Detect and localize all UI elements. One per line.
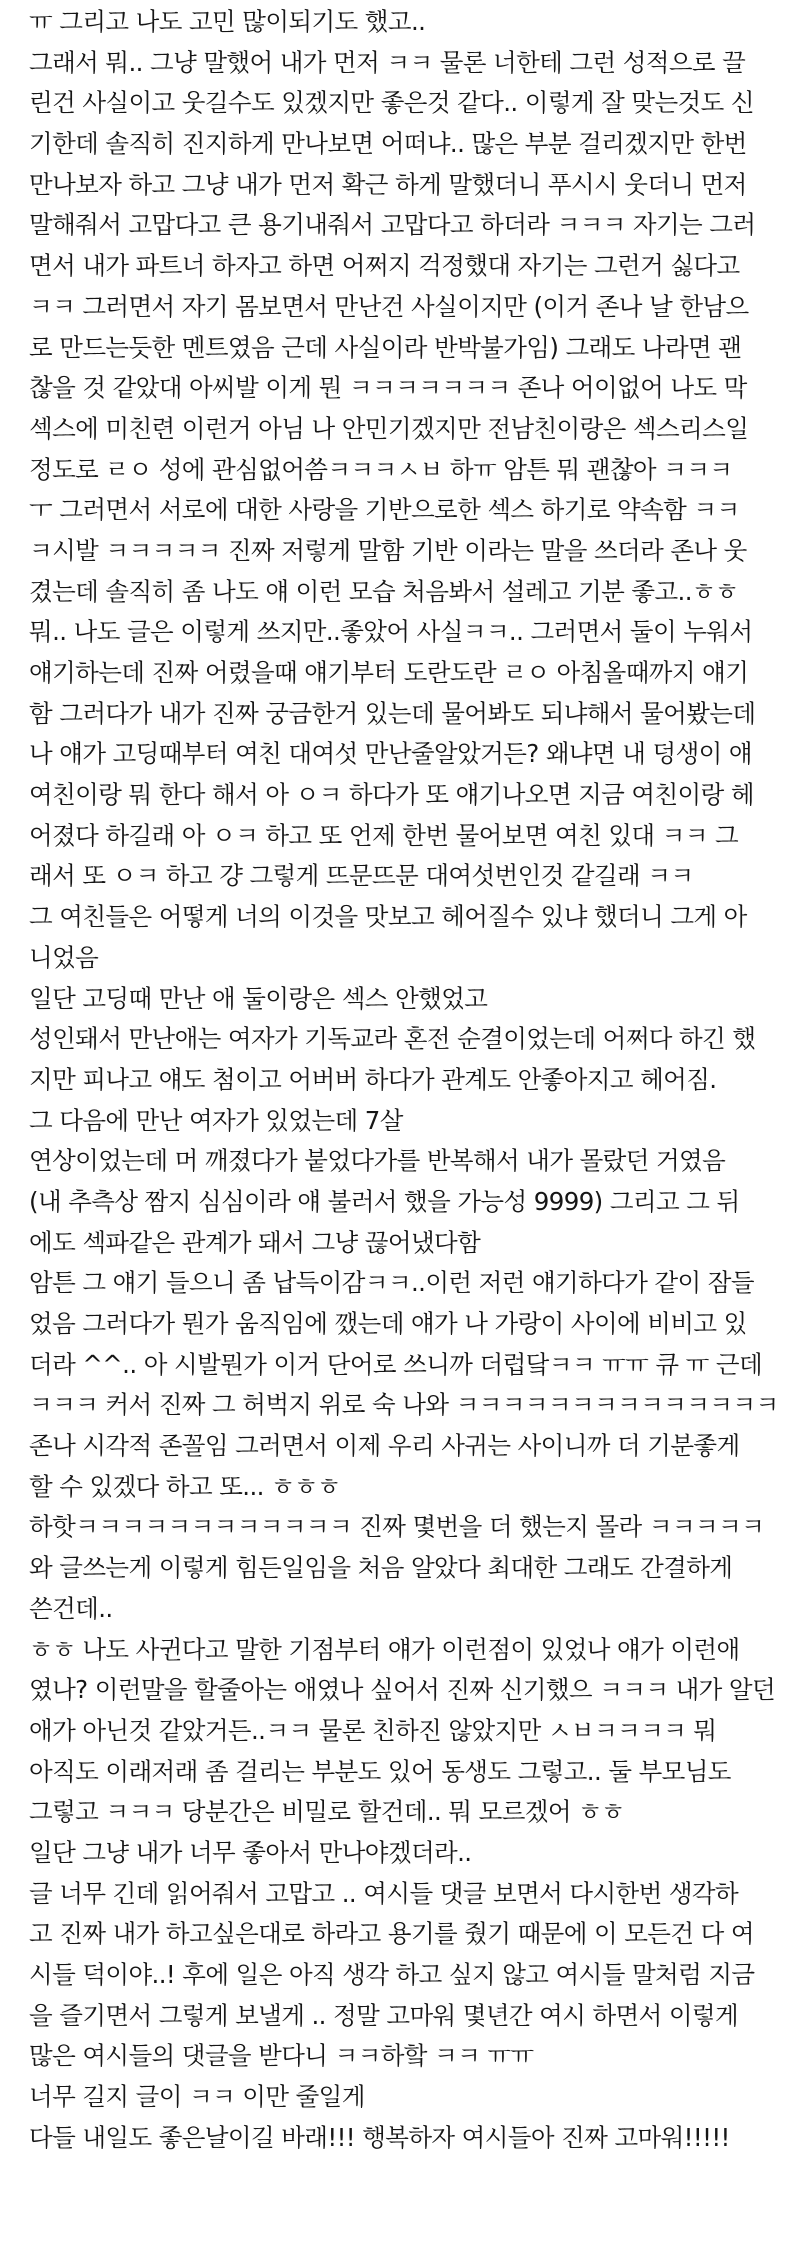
text-line: 하핫ㅋㅋㅋㅋㅋㅋㅋㅋㅋㅋㅋㅋ 진짜 몇번을 더 했는지 몰라 ㅋㅋㅋㅋㅋ	[29, 1512, 765, 1542]
text-line: 에도 섹파같은 관계가 돼서 그냥 끊어냈다함	[29, 1227, 481, 1257]
text-line: 함 그러다가 내가 진짜 궁금한거 있는데 물어봐도 되냐해서 물어봤는데	[29, 698, 756, 728]
text-line: 얘기하는데 진짜 어렸을때 얘기부터 도란도란 ㄹㅇ 아침올때까지 얘기	[29, 658, 749, 687]
text-line: ㅋ시발 ㅋㅋㅋㅋㅋ 진짜 저렇게 말함 기반 이라는 말을 쓰더라 존나 웃	[29, 535, 747, 565]
text-line: 로 만드는듯한 멘트였음 근데 사실이라 반박불가임) 그래도 나라면 괜	[29, 332, 742, 362]
text-line: 쓴건데..	[29, 1593, 113, 1623]
text-line: 나 얘가 고딩때부터 여친 대여섯 만난줄알았거든? 왜냐면 내 덩생이 얘	[29, 739, 752, 769]
text-line: 글 너무 긴데 읽어줘서 고맙고 .. 여시들 댓글 보면서 다시한번 생각하	[29, 1878, 739, 1908]
text-line: ㅠ 그리고 나도 고민 많이되기도 했고..	[29, 7, 426, 36]
text-line: 였나? 이런말을 할줄아는 애였나 싶어서 진짜 신기했으 ㅋㅋㅋ 내가 알던	[29, 1675, 776, 1705]
text-line: 찮을 것 같았대 아씨발 이게 뭔 ㅋㅋㅋㅋㅋㅋㅋ 존나 어이없어 나도 막	[29, 373, 747, 403]
text-line: 일단 고딩때 만난 애 둘이랑은 섹스 안했었고	[29, 983, 488, 1013]
text-line: ㅋㅋ 그러면서 자기 몸보면서 만난건 사실이지만 (이거 존나 날 한남으	[29, 291, 749, 321]
text-line: 너무 길지 글이 ㅋㅋ 이만 줄일게	[29, 2082, 365, 2112]
text-line: ㅜ 그러면서 서로에 대한 사랑을 기반으로한 섹스 하기로 약속함 ㅋㅋ	[29, 495, 740, 525]
text-line: 니었음	[29, 942, 99, 972]
text-line	[29, 2158, 789, 2199]
text-line: 연상이었는데 머 깨졌다가 붙었다가를 반복해서 내가 몰랐던 거였음	[29, 1146, 726, 1176]
text-line: 겼는데 솔직히 좀 나도 얘 이런 모습 처음봐서 설레고 기분 좋고..ㅎㅎ	[29, 576, 739, 606]
text-line: 뭐.. 나도 글은 이렇게 쓰지만..좋았어 사실ㅋㅋ.. 그러면서 둘이 누워서	[29, 617, 753, 647]
text-line: 만나보자 하고 그냥 내가 먼저 확근 하게 말했더니 푸시시 웃더니 먼저	[29, 169, 747, 199]
text-line: 성인돼서 만난애는 여자가 기독교라 혼전 순결이었는데 어쩌다 하긴 했	[29, 1024, 756, 1054]
text-line: ㅋㅋㅋ 커서 진짜 그 허벅지 위로 숙 나와 ㅋㅋㅋㅋㅋㅋㅋㅋㅋㅋㅋㅋㅋㅋ	[29, 1390, 779, 1420]
text-line: 여친이랑 뭐 한다 해서 아 ㅇㅋ 하다가 또 얘기나오면 지금 여친이랑 헤	[29, 780, 754, 810]
text-line: 존나 시각적 존꼴임 그러면서 이제 우리 사귀는 사이니까 더 기분좋게	[29, 1431, 740, 1461]
text-line: 많은 여시들의 댓글을 받다니 ㅋㅋ하핰 ㅋㅋ ㅠㅠ	[29, 2041, 534, 2071]
text-line: 그렇고 ㅋㅋㅋ 당분간은 비밀로 할건데.. 뭐 모르겠어 ㅎㅎ	[29, 1797, 625, 1827]
text-line: 더라 ^^.. 아 시발뭔가 이거 단어로 쓰니까 더럽닼ㅋㅋ ㅠㅠ 큐 ㅠ 근데	[29, 1349, 763, 1379]
text-line: 을 즐기면서 그렇게 보낼게 .. 정말 고마워 몇년간 여시 하면서 이렇게	[29, 2000, 739, 2030]
text-line: 아직도 이래저래 좀 걸리는 부분도 있어 동생도 그렇고.. 둘 부모님도	[29, 1756, 731, 1786]
text-line: 정도로 ㄹㅇ 성에 관심없어씀ㅋㅋㅋㅅㅂ 하ㅠ 암튼 뭐 괜찮아 ㅋㅋㅋ	[29, 454, 733, 484]
text-line: 린건 사실이고 웃길수도 있겠지만 좋은것 같다.. 이렇게 잘 맞는것도 신	[29, 88, 754, 118]
text-line: 고 진짜 내가 하고싶은대로 하라고 용기를 줬기 때문에 이 모든건 다 여	[29, 1919, 754, 1949]
text-line: 와 글쓰는게 이렇게 힘든일임을 처음 알았다 최대한 그래도 간결하게	[29, 1553, 733, 1583]
text-line: 시들 덕이야..! 후에 일은 아직 생각 하고 싶지 않고 여시들 말처럼 지금	[29, 1960, 755, 1989]
text-line: 그 여친들은 어떻게 너의 이것을 맛보고 헤어질수 있냐 했더니 그게 아	[29, 902, 747, 932]
text-line: 래서 또 ㅇㅋ 하고 걍 그렇게 뜨문뜨문 대여섯번인것 같길래 ㅋㅋ	[29, 861, 694, 891]
text-line: 었음 그러다가 뭔가 움직임에 깼는데 얘가 나 가랑이 사이에 비비고 있	[29, 1309, 747, 1338]
text-line: 말해줘서 고맙다고 큰 용기내줘서 고맙다고 하더라 ㅋㅋㅋ 자기는 그러	[29, 210, 756, 240]
text-line: (내 추측상 짬지 심심이라 얘 불러서 했을 가능성 9999) 그리고 그 뒤	[29, 1186, 740, 1216]
text-line: 할 수 있겠다 하고 또... ㅎㅎㅎ	[29, 1471, 341, 1501]
text-line: ㅎㅎ 나도 사귄다고 말한 기점부터 얘가 이런점이 있었나 얘가 이런애	[29, 1634, 740, 1664]
text-line: 그 다음에 만난 여자가 있었는데 7살	[29, 1105, 403, 1135]
text-line: 지만 피나고 얘도 첨이고 어버버 하다가 관계도 안좋아지고 헤어짐.	[29, 1064, 717, 1094]
post-body	[29, 2, 789, 2199]
text-line: 일단 그냥 내가 너무 좋아서 만나야겠더라..	[29, 1837, 472, 1867]
text-line: 기한데 솔직히 진지하게 만나보면 어떠냐.. 많은 부분 걸리겠지만 한번	[29, 129, 747, 159]
text-line: 암튼 그 얘기 들으니 좀 납득이감ㅋㅋ..이런 저런 얘기하다가 같이 잠들	[29, 1268, 754, 1298]
text-line: 면서 내가 파트너 하자고 하면 어쩌지 걱정했대 자기는 그런거 싫다고	[29, 251, 740, 281]
text-line: 어졌다 하길래 아 ㅇㅋ 하고 또 언제 한번 물어보면 여친 있대 ㅋㅋ 그	[29, 820, 739, 850]
text-line: 애가 아닌것 같았거든..ㅋㅋ 물론 친하진 않았지만 ㅅㅂㅋㅋㅋㅋ 뭐	[29, 1715, 717, 1745]
text-line: 섹스에 미친련 이런거 아님 나 안민기겠지만 전남친이랑은 섹스리스일	[29, 413, 749, 443]
text-line: 다들 내일도 좋은날이길 바래!!! 행복하자 여시들아 진짜 고마워!!!!!	[29, 2122, 730, 2152]
text-line: 그래서 뭐.. 그냥 말했어 내가 먼저 ㅋㅋ 물론 너한테 그런 성적으로 끌	[29, 47, 746, 77]
